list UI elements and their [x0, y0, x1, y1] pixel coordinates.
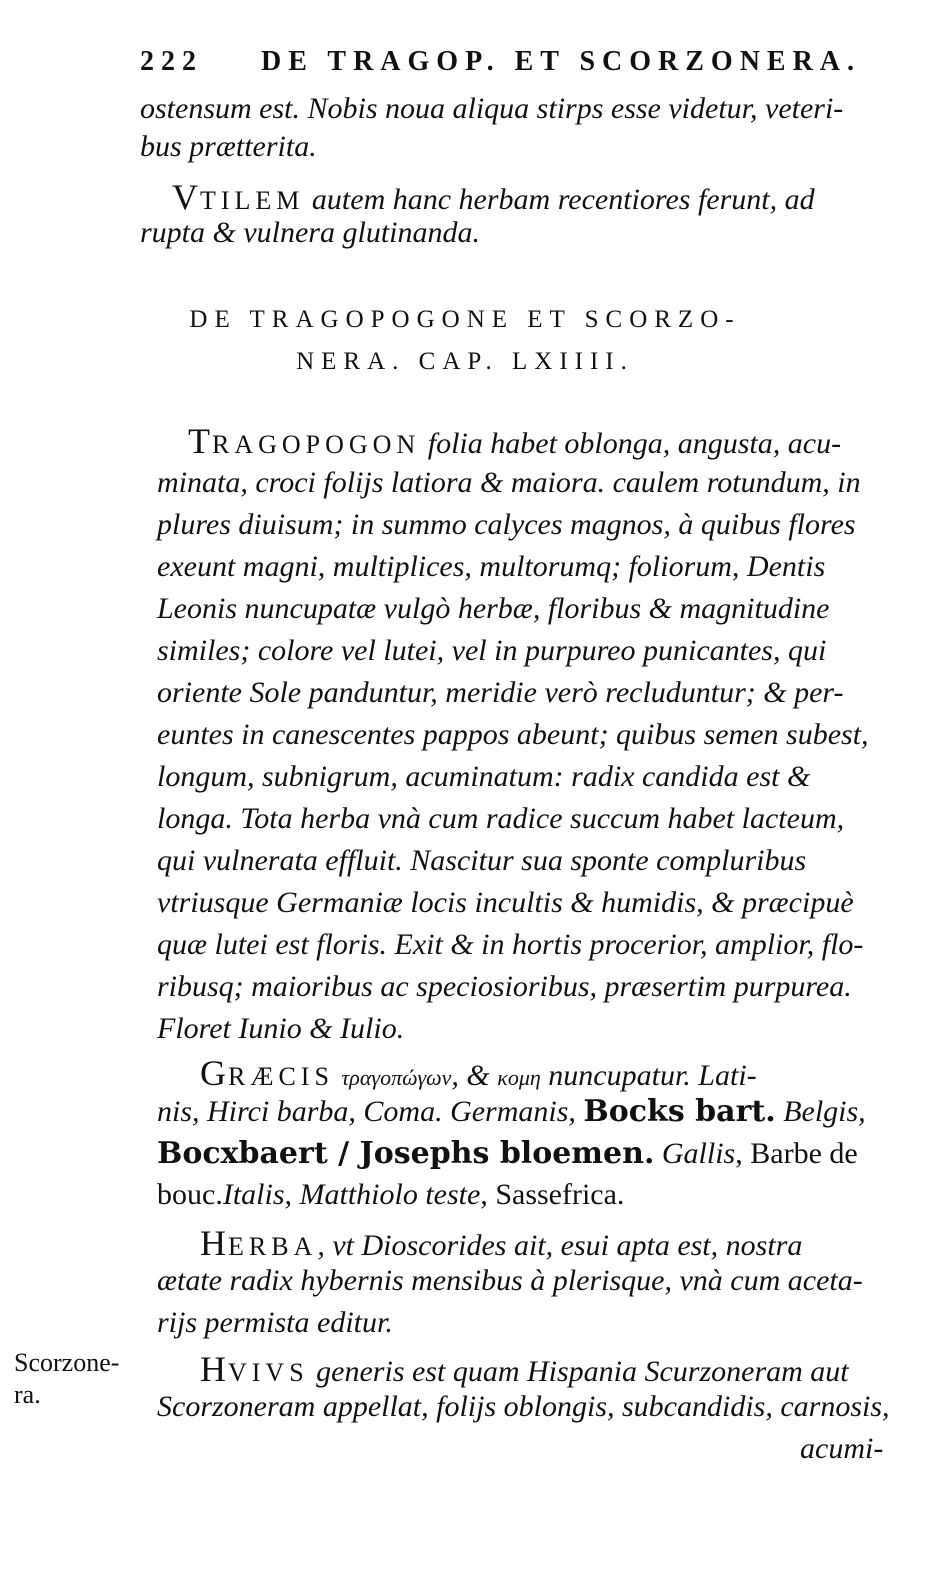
- chapter-title-line-1: DE TRAGOPOGONE ET SCORZO-: [189, 306, 741, 333]
- p1-line: longa. Tota herba vnà cum radice succum habet lacteum,: [157, 802, 845, 835]
- blackletter-word: Bocks bart.: [583, 1094, 776, 1129]
- p3-line-3: rijs permista editur.: [157, 1306, 393, 1339]
- smallcaps-word: RÆCIS: [228, 1062, 334, 1091]
- ampersand: , &: [451, 1059, 498, 1092]
- running-header: [140, 46, 900, 78]
- p4-line-2: Scorzoneram appellat, folijs oblongis, subcandidis, carnosis,: [157, 1390, 890, 1423]
- greek-word: τραγοπώγων: [341, 1065, 452, 1090]
- p2-line-1: [200, 1052, 757, 1094]
- margin-note-line-1: Scorzone-: [14, 1348, 120, 1377]
- running-title: DE TRAGOP. ET SCORZONERA.: [261, 46, 862, 77]
- p4-line-1-text: generis est quam Hispania Scurzoneram aut: [308, 1355, 849, 1388]
- intro-line-1: ostensum est. Nobis noua aliqua stirps esse videtur, veteri-: [140, 92, 844, 125]
- p1-line-1-text: folia habet oblonga, angusta, acu-: [420, 427, 842, 460]
- blackletter-word: Bocxbaert / Josephs bloemen.: [157, 1136, 655, 1171]
- p1-line: plures diuisum; in summo calyces magnos, à quibus flores: [157, 508, 856, 541]
- p1-line: oriente Sole panduntur, meridie verò recluduntur; & per-: [157, 676, 844, 709]
- intro-line-3: [172, 176, 815, 218]
- p1-line: exeunt magni, multiplices, multorumq; foliorum, Dentis: [157, 550, 826, 583]
- p1-line: Floret Iunio & Iulio.: [157, 1012, 405, 1045]
- roman-word: , Barbe de: [735, 1137, 858, 1170]
- p2-line-4-text: Italis, Matthiolo teste,: [222, 1178, 488, 1211]
- margin-note-line-2: ra.: [14, 1380, 41, 1409]
- p3-line-1: [200, 1222, 802, 1264]
- dropcap: H: [200, 1223, 228, 1263]
- intro-line-3-text: autem hanc herbam recentiores ferunt, ad: [304, 183, 815, 216]
- p1-line: similes; colore vel lutei, vel in purpureo punicantes, qui: [157, 634, 827, 667]
- dropcap: G: [200, 1053, 228, 1093]
- p1-line: ribusq; maioribus ac speciosioribus, præsertim purpurea.: [157, 970, 852, 1003]
- greek-word: κομη: [497, 1065, 541, 1090]
- roman-word: bouc.: [157, 1178, 223, 1211]
- intro-line-2: bus prætterita.: [140, 130, 317, 163]
- p1-line: euntes in canescentes pappos abeunt; quibus semen subest,: [157, 718, 869, 751]
- p1-line: vtriusque Germaniæ locis incultis & humidis, & præcipuè: [157, 886, 854, 919]
- page-number: 222: [140, 46, 203, 77]
- p2-line-4: [157, 1178, 624, 1212]
- intro-line-4: rupta & vulnera glutinanda.: [140, 216, 480, 249]
- p1-line: qui vulnerata effluit. Nascitur sua sponte compluribus: [157, 844, 807, 877]
- dropcap: H: [200, 1349, 228, 1389]
- dropcap: T: [188, 421, 212, 461]
- dropcap: V: [172, 177, 200, 217]
- p2-line-3: [157, 1136, 858, 1171]
- p2-line-3-text: Gallis: [654, 1137, 736, 1170]
- p2-line-2: [157, 1094, 866, 1129]
- p2-line-2-text: nis, Hirci barba, Coma. Germanis,: [157, 1095, 584, 1128]
- catchword: acumi-: [800, 1432, 884, 1465]
- chapter-title-line-2: NERA. CAP. LXIIII.: [296, 348, 634, 375]
- smallcaps-word: VIVS: [228, 1358, 309, 1387]
- roman-word: Sassefrica.: [487, 1178, 625, 1211]
- p1-line-1: [188, 420, 841, 462]
- p1-line: minata, croci folijs latiora & maiora. caulem rotundum, in: [157, 466, 861, 499]
- p2-line-1-text: nuncupatur. Lati-: [540, 1059, 757, 1092]
- p3-line-1-text: , vt Dioscorides ait, esui apta est, nostra: [317, 1229, 803, 1262]
- p1-line: quæ lutei est floris. Exit & in hortis procerior, amplior, flo-: [157, 928, 864, 961]
- p2-line-2-text: Belgis,: [775, 1095, 866, 1128]
- p3-line-2: ætate radix hybernis mensibus à plerisque, vnà cum aceta-: [157, 1264, 863, 1297]
- smallcaps-word: RAGOPOGON: [212, 430, 421, 459]
- p4-line-1: [200, 1348, 849, 1390]
- p1-line: Leonis nuncupatæ vulgò herbæ, floribus & magnitudine: [157, 592, 830, 625]
- smallcaps-word: TILEM: [200, 186, 305, 215]
- p1-line: longum, subnigrum, acuminatum: radix candida est &: [157, 760, 811, 793]
- smallcaps-word: ERBA: [228, 1232, 318, 1261]
